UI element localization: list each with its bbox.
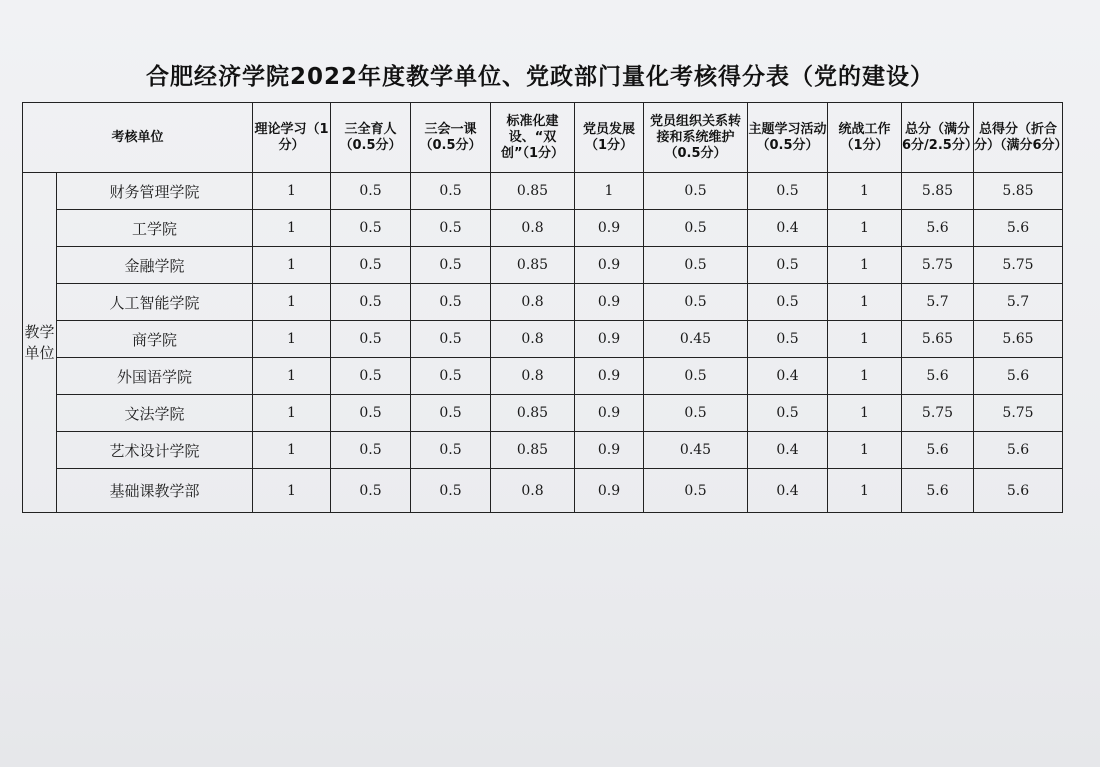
total-score-cell: 5.7: [902, 284, 974, 321]
header-theory-study: 理论学习（1分）: [253, 103, 331, 173]
standardization-cell: 0.8: [491, 210, 575, 247]
total-score-cell: 5.75: [902, 247, 974, 284]
member-development-cell: 0.9: [575, 284, 644, 321]
member-development-cell: 1: [575, 173, 644, 210]
theme-study-cell: 0.5: [748, 395, 828, 432]
total-score-cell: 5.6: [902, 432, 974, 469]
three-education-cell: 0.5: [331, 469, 411, 513]
united-front-cell: 1: [828, 469, 902, 513]
united-front-cell: 1: [828, 247, 902, 284]
theory-study-cell: 1: [253, 173, 331, 210]
final-score-cell: 5.65: [974, 321, 1063, 358]
standardization-cell: 0.8: [491, 358, 575, 395]
three-meetings-cell: 0.5: [411, 469, 491, 513]
final-score-cell: 5.6: [974, 432, 1063, 469]
total-score-cell: 5.65: [902, 321, 974, 358]
three-education-cell: 0.5: [331, 358, 411, 395]
theme-study-cell: 0.4: [748, 432, 828, 469]
header-total-score: 总分（满分6分/2.5分）: [902, 103, 974, 173]
united-front-cell: 1: [828, 321, 902, 358]
unit-name-cell: 财务管理学院: [57, 173, 253, 210]
theme-study-cell: 0.5: [748, 173, 828, 210]
three-meetings-cell: 0.5: [411, 395, 491, 432]
united-front-cell: 1: [828, 432, 902, 469]
theme-study-cell: 0.4: [748, 210, 828, 247]
header-three-education: 三全育人（0.5分）: [331, 103, 411, 173]
theme-study-cell: 0.4: [748, 469, 828, 513]
theory-study-cell: 1: [253, 210, 331, 247]
header-membership-transfer: 党员组织关系转接和系统维护（0.5分）: [644, 103, 748, 173]
membership-transfer-cell: 0.45: [644, 321, 748, 358]
final-score-cell: 5.75: [974, 395, 1063, 432]
united-front-cell: 1: [828, 358, 902, 395]
standardization-cell: 0.8: [491, 284, 575, 321]
theory-study-cell: 1: [253, 284, 331, 321]
member-development-cell: 0.9: [575, 321, 644, 358]
three-meetings-cell: 0.5: [411, 432, 491, 469]
member-development-cell: 0.9: [575, 210, 644, 247]
table-row: [23, 395, 1063, 432]
membership-transfer-cell: 0.5: [644, 173, 748, 210]
three-meetings-cell: 0.5: [411, 173, 491, 210]
three-education-cell: 0.5: [331, 173, 411, 210]
header-united-front: 统战工作（1分）: [828, 103, 902, 173]
table-row: [23, 173, 1063, 210]
united-front-cell: 1: [828, 395, 902, 432]
three-education-cell: 0.5: [331, 284, 411, 321]
united-front-cell: 1: [828, 173, 902, 210]
theory-study-cell: 1: [253, 395, 331, 432]
header-unit: 考核单位: [23, 103, 253, 173]
unit-name-cell: 人工智能学院: [57, 284, 253, 321]
theme-study-cell: 0.5: [748, 284, 828, 321]
final-score-cell: 5.75: [974, 247, 1063, 284]
score-table: [22, 102, 1068, 513]
header-member-development: 党员发展（1分）: [575, 103, 644, 173]
unit-name-cell: 商学院: [57, 321, 253, 358]
unit-name-cell: 金融学院: [57, 247, 253, 284]
unit-name-cell: 艺术设计学院: [57, 432, 253, 469]
standardization-cell: 0.85: [491, 395, 575, 432]
theme-study-cell: 0.5: [748, 321, 828, 358]
table-body: [23, 173, 1063, 513]
united-front-cell: 1: [828, 284, 902, 321]
total-score-cell: 5.6: [902, 210, 974, 247]
membership-transfer-cell: 0.5: [644, 395, 748, 432]
final-score-cell: 5.7: [974, 284, 1063, 321]
header-theme-study: 主题学习活动（0.5分）: [748, 103, 828, 173]
membership-transfer-cell: 0.5: [644, 358, 748, 395]
theory-study-cell: 1: [253, 247, 331, 284]
theory-study-cell: 1: [253, 321, 331, 358]
table-row: [23, 247, 1063, 284]
member-development-cell: 0.9: [575, 247, 644, 284]
three-education-cell: 0.5: [331, 395, 411, 432]
three-education-cell: 0.5: [331, 321, 411, 358]
standardization-cell: 0.8: [491, 321, 575, 358]
united-front-cell: 1: [828, 210, 902, 247]
three-meetings-cell: 0.5: [411, 358, 491, 395]
unit-name-cell: 工学院: [57, 210, 253, 247]
document-title: 合肥经济学院2022年度教学单位、党政部门量化考核得分表（党的建设）: [145, 64, 934, 90]
standardization-cell: 0.8: [491, 469, 575, 513]
three-meetings-cell: 0.5: [411, 321, 491, 358]
table-row: [23, 469, 1063, 513]
theory-study-cell: 1: [253, 469, 331, 513]
theme-study-cell: 0.5: [748, 247, 828, 284]
member-development-cell: 0.9: [575, 395, 644, 432]
member-development-cell: 0.9: [575, 358, 644, 395]
final-score-cell: 5.6: [974, 469, 1063, 513]
total-score-cell: 5.6: [902, 469, 974, 513]
membership-transfer-cell: 0.5: [644, 247, 748, 284]
unit-name-cell: 基础课教学部: [57, 469, 253, 513]
three-meetings-cell: 0.5: [411, 284, 491, 321]
unit-name-cell: 外国语学院: [57, 358, 253, 395]
member-development-cell: 0.9: [575, 469, 644, 513]
unit-name-cell: 文法学院: [57, 395, 253, 432]
table-header-row: [23, 103, 1063, 173]
final-score-cell: 5.6: [974, 210, 1063, 247]
standardization-cell: 0.85: [491, 432, 575, 469]
standardization-cell: 0.85: [491, 173, 575, 210]
table-row: [23, 321, 1063, 358]
total-score-cell: 5.6: [902, 358, 974, 395]
membership-transfer-cell: 0.5: [644, 469, 748, 513]
total-score-cell: 5.75: [902, 395, 974, 432]
member-development-cell: 0.9: [575, 432, 644, 469]
table-row: [23, 358, 1063, 395]
three-education-cell: 0.5: [331, 247, 411, 284]
theme-study-cell: 0.4: [748, 358, 828, 395]
theory-study-cell: 1: [253, 432, 331, 469]
theory-study-cell: 1: [253, 358, 331, 395]
total-score-cell: 5.85: [902, 173, 974, 210]
three-meetings-cell: 0.5: [411, 210, 491, 247]
group-label: 教学单位: [23, 173, 57, 513]
header-final-score: 总得分（折合分）（满分6分）: [974, 103, 1063, 173]
header-three-meetings: 三会一课（0.5分）: [411, 103, 491, 173]
membership-transfer-cell: 0.5: [644, 284, 748, 321]
final-score-cell: 5.85: [974, 173, 1063, 210]
membership-transfer-cell: 0.5: [644, 210, 748, 247]
final-score-cell: 5.6: [974, 358, 1063, 395]
standardization-cell: 0.85: [491, 247, 575, 284]
membership-transfer-cell: 0.45: [644, 432, 748, 469]
three-education-cell: 0.5: [331, 432, 411, 469]
three-education-cell: 0.5: [331, 210, 411, 247]
header-standardization: 标准化建设、“双创”（1分）: [491, 103, 575, 173]
table-row: [23, 210, 1063, 247]
table-row: [23, 432, 1063, 469]
three-meetings-cell: 0.5: [411, 247, 491, 284]
table-row: [23, 284, 1063, 321]
